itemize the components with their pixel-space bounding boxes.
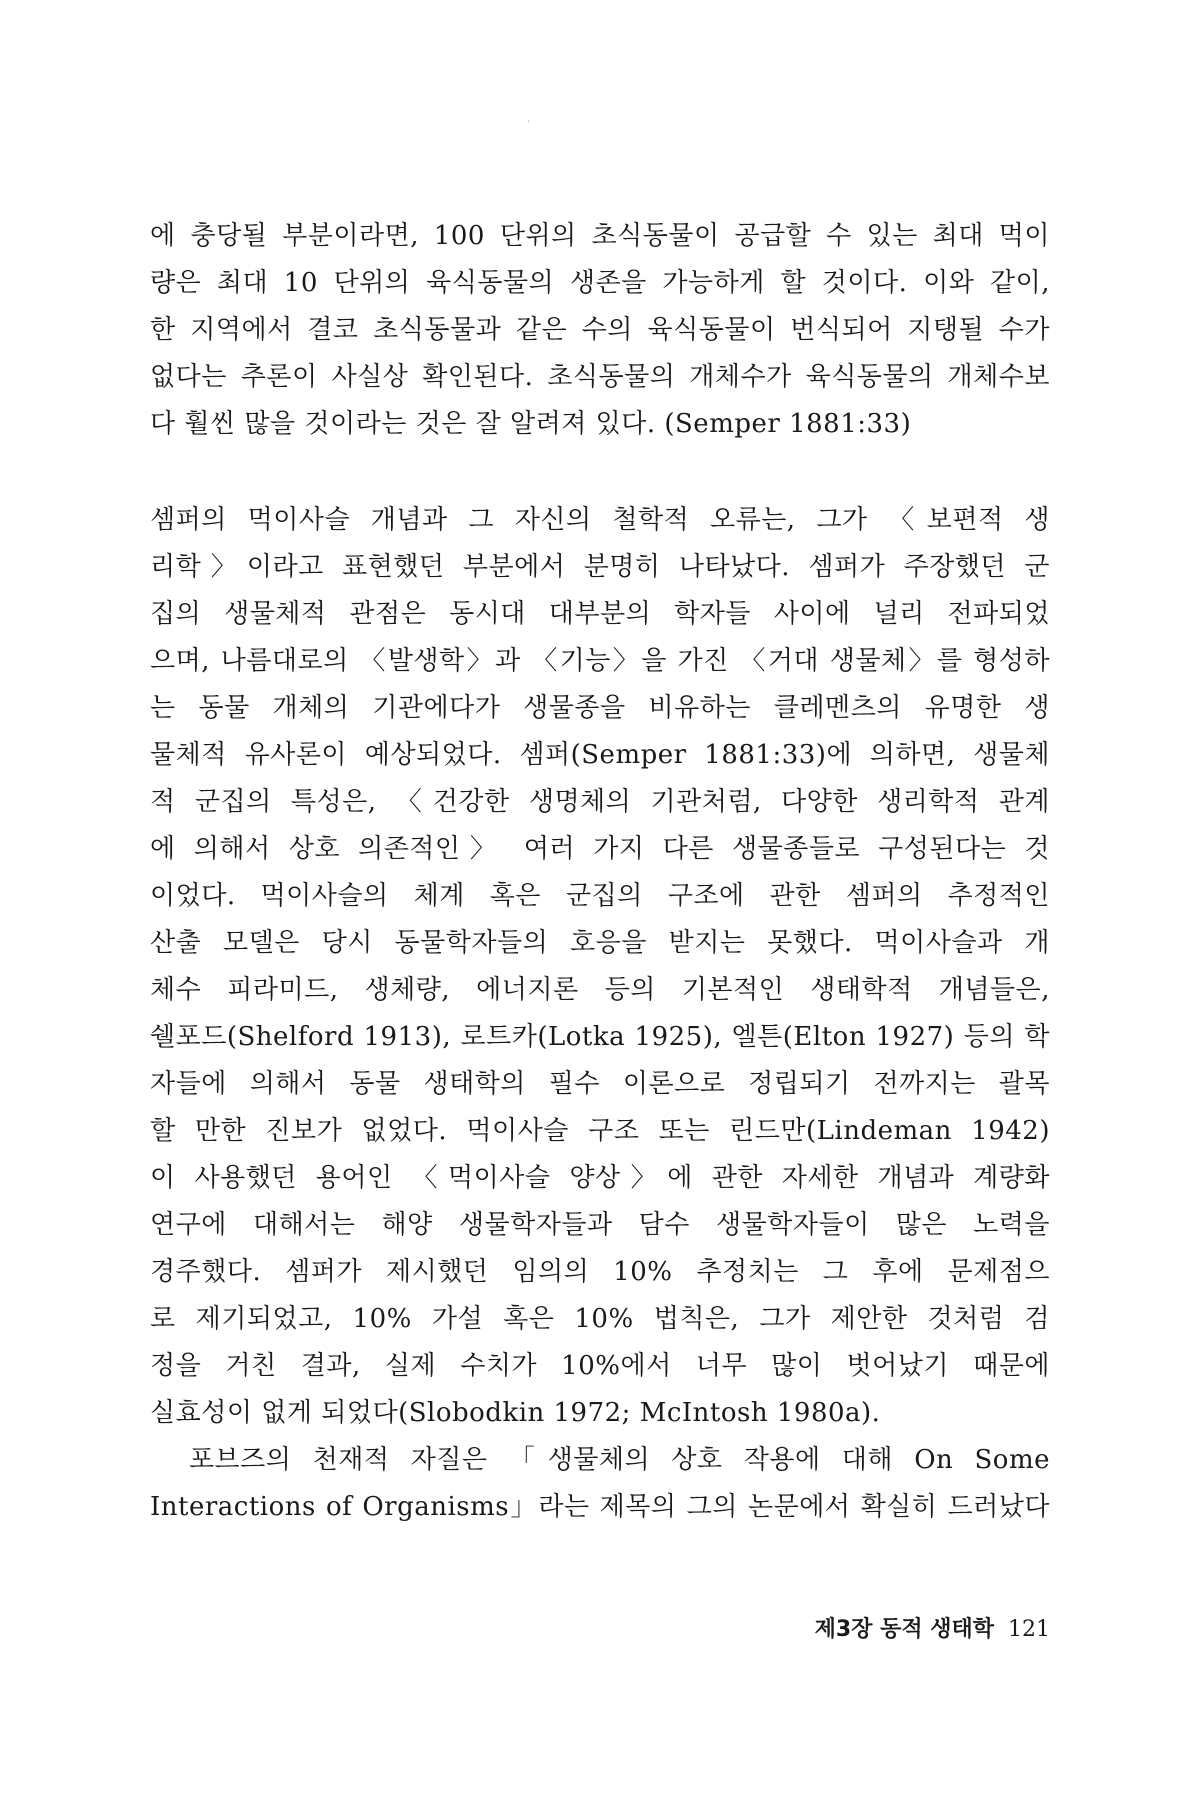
body-line: 집의 생물체적 관점은 동시대 대부분의 학자들 사이에 널리 전파되었 <box>150 599 1050 629</box>
body-line: Interactions of Organisms」라는 제목의 그의 논문에서 확실히 드러났다 <box>150 1492 1050 1522</box>
body-line: 이었다. 먹이사슬의 체계 혹은 군집의 구조에 관한 셈퍼의 추정적인 <box>150 881 1050 911</box>
body-line: 는 동물 개체의 기관에다가 생물종을 비유하는 클레멘츠의 유명한 생 <box>150 693 1050 723</box>
body-line: 이 사용했던 용어인 〈먹이사슬 양상〉에 관한 자세한 개념과 계량화 <box>150 1163 1050 1193</box>
body-line: 에 의해서 상호 의존적인〉 여러 가지 다른 생물종들로 구성된다는 것 <box>150 834 1050 864</box>
body-line: 쉘포드(Shelford 1913), 로트카(Lotka 1925), 엘튼(Elton 1927) 등의 학 <box>150 1022 1050 1052</box>
quote-line: 량은 최대 10 단위의 육식동물의 생존을 가능하게 할 것이다. 이와 같이, <box>150 268 1050 298</box>
running-footer <box>815 1615 1050 1645</box>
chapter-title: 제3장 동적 생태학 <box>814 1617 994 1642</box>
page-number: 121 <box>1008 1617 1050 1642</box>
body-line: 자들에 의해서 동물 생태학의 필수 이론으로 정립되기 전까지는 괄목 <box>150 1069 1050 1099</box>
body-line: 정을 거친 결과, 실제 수치가 10%에서 너무 많이 벗어났기 때문에 <box>150 1351 1050 1381</box>
scan-speck <box>528 120 529 122</box>
body-line: 산출 모델은 당시 동물학자들의 호응을 받지는 못했다. 먹이사슬과 개 <box>150 928 1050 958</box>
body-line: 할 만한 진보가 없었다. 먹이사슬 구조 또는 린드만(Lindeman 1942) <box>150 1116 1050 1146</box>
body-line: 체수 피라미드, 생체량, 에너지론 등의 기본적인 생태학적 개념들은, <box>150 975 1050 1005</box>
body-line: 연구에 대해서는 해양 생물학자들과 담수 생물학자들이 많은 노력을 <box>150 1210 1050 1240</box>
quote-line: 에 충당될 부분이라면, 100 단위의 초식동물이 공급할 수 있는 최대 먹이 <box>150 221 1050 251</box>
block-quote <box>150 213 1050 448</box>
body-line: 리학〉이라고 표현했던 부분에서 분명히 나타났다. 셈퍼가 주장했던 군 <box>150 552 1050 582</box>
body-line: 로 제기되었고, 10% 가설 혹은 10% 법칙은, 그가 제안한 것처럼 검 <box>150 1304 1050 1334</box>
body-line: 으며, 나름대로의 〈발생학〉과 〈기능〉을 가진 〈거대 생물체〉를 형성하 <box>150 646 1050 676</box>
body-line: 실효성이 없게 되었다(Slobodkin 1972; McIntosh 1980a). <box>150 1398 881 1428</box>
quote-line: 다 훨씬 많을 것이라는 것은 잘 알려져 있다. (Semper 1881:33) <box>150 409 912 439</box>
quote-line: 없다는 추론이 사실상 확인된다. 초식동물의 개체수가 육식동물의 개체수보 <box>150 362 1050 392</box>
body-line: 포브즈의 천재적 자질은 「생물체의 상호 작용에 대해 On Some <box>150 1445 1050 1475</box>
body-text <box>150 497 1050 1531</box>
quote-line: 한 지역에서 결코 초식동물과 같은 수의 육식동물이 번식되어 지탱될 수가 <box>150 315 1050 345</box>
body-line: 물체적 유사론이 예상되었다. 셈퍼(Semper 1881:33)에 의하면, 생물체 <box>150 740 1050 770</box>
body-line: 경주했다. 셈퍼가 제시했던 임의의 10% 추정치는 그 후에 문제점으 <box>150 1257 1050 1287</box>
body-line: 적 군집의 특성은, 〈건강한 생명체의 기관처럼, 다양한 생리학적 관계 <box>150 787 1050 817</box>
body-line: 셈퍼의 먹이사슬 개념과 그 자신의 철학적 오류는, 그가 〈보편적 생 <box>150 505 1050 535</box>
